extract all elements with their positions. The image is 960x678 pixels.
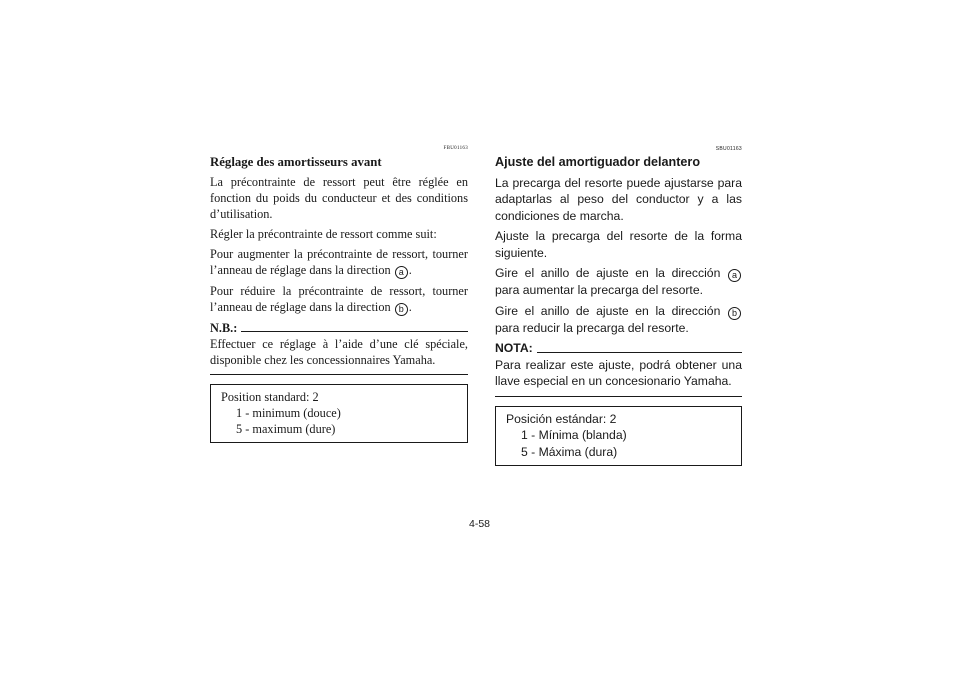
paragraph-text: para reducir la precarga del resorte. bbox=[495, 320, 689, 335]
box-item-max: 5 - maximum (dure) bbox=[236, 422, 336, 436]
direction-a-marker: a bbox=[728, 269, 741, 282]
note-header bbox=[495, 340, 742, 357]
section-heading: Ajuste del amortiguador delantero bbox=[495, 155, 701, 169]
note-label: N.B.: bbox=[210, 321, 238, 335]
french-column bbox=[210, 146, 468, 443]
paragraph-intro: La précontrainte de ressort peut être réglée en fonction du poids du conducteur et des conditions d’utilisation. bbox=[210, 175, 468, 221]
paragraph-decrease bbox=[210, 283, 468, 316]
spanish-column bbox=[495, 146, 742, 466]
paragraph-text: . bbox=[408, 263, 412, 277]
box-item-min: 1 - Mínima (blanda) bbox=[521, 428, 627, 442]
direction-b-marker: b bbox=[728, 307, 741, 320]
box-title: Posición estándar: 2 bbox=[506, 411, 617, 426]
standard-position-box bbox=[210, 384, 468, 443]
paragraph-intro: La precarga del resorte puede ajustarse para adaptarlas al peso del conductor y a las condiciones de marcha. bbox=[495, 175, 742, 223]
note-header bbox=[210, 320, 468, 336]
paragraph-text: Gire el anillo de ajuste en la dirección bbox=[495, 303, 721, 318]
section-code: FBU01163 bbox=[443, 146, 468, 151]
paragraph-increase bbox=[210, 246, 468, 279]
box-item-max: 5 - Máxima (dura) bbox=[521, 444, 618, 459]
paragraph-instruction: Régler la précontrainte de ressort comme suit: bbox=[210, 227, 437, 241]
standard-position-box bbox=[495, 406, 742, 467]
paragraph-decrease bbox=[495, 303, 742, 337]
note-divider bbox=[537, 352, 742, 353]
section-code: SBU01163 bbox=[715, 146, 742, 152]
page-number: 4-58 bbox=[469, 518, 491, 530]
direction-b-marker: b bbox=[395, 303, 408, 316]
paragraph-text: Pour réduire la précontrainte de ressort, tourner l’anneau de réglage dans la direction bbox=[210, 284, 468, 314]
paragraph-text: Pour augmenter la précontrainte de ressort, tourner l’anneau de réglage dans la direction bbox=[210, 247, 468, 277]
section-heading: Réglage des amortisseurs avant bbox=[210, 155, 382, 169]
note-text: Para realizar este ajuste, podrá obtener una llave especial en un concesionario Yamaha. bbox=[495, 357, 742, 388]
box-title: Position standard: 2 bbox=[221, 390, 319, 404]
paragraph-instruction: Ajuste la precarga del resorte de la forma siguiente. bbox=[495, 229, 742, 260]
paragraph-increase bbox=[495, 265, 742, 299]
paragraph-text: para aumentar la precarga del resorte. bbox=[495, 283, 703, 297]
note-end-divider bbox=[495, 396, 742, 397]
note-divider bbox=[241, 331, 468, 332]
paragraph-text: . bbox=[408, 300, 412, 314]
note-label: NOTA: bbox=[495, 341, 533, 355]
note-end-divider bbox=[210, 374, 468, 375]
box-item-min: 1 - minimum (douce) bbox=[236, 406, 341, 420]
note-text: Effectuer ce réglage à l’aide d’une clé spéciale, disponible chez les concessionnaires Yamaha. bbox=[210, 337, 468, 367]
paragraph-text: Gire el anillo de ajuste en la dirección bbox=[495, 266, 721, 280]
direction-a-marker: a bbox=[395, 266, 408, 279]
